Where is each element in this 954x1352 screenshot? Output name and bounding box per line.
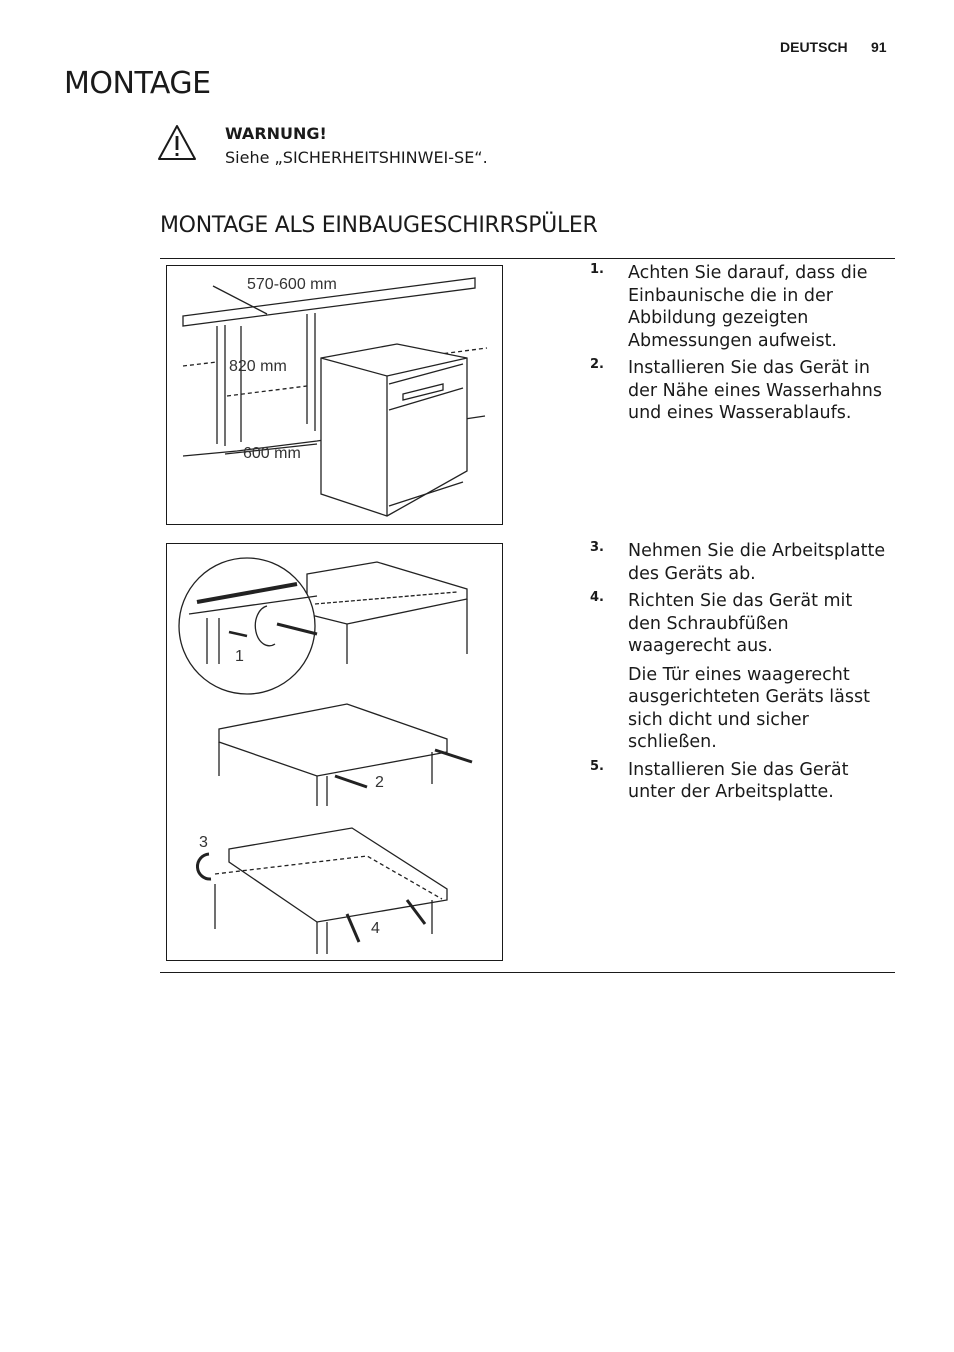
callout-3: 3 <box>199 834 208 851</box>
warning-text-body: Siehe „SICHERHEITSHINWEI-SE“. <box>225 148 488 167</box>
steps-group-2 <box>590 540 890 809</box>
step-2-text: Installieren Sie das Gerät in der Nähe eines Wasserhahns und eines Wasserablaufs. <box>628 358 882 423</box>
callout-4: 4 <box>371 920 380 937</box>
header-language: DEUTSCH <box>780 39 848 55</box>
section-top-rule <box>160 258 895 259</box>
callout-2: 2 <box>375 774 384 791</box>
step-4-note: Die Tür eines waagerecht ausgerichteten Geräts lässt sich dicht und sicher schließen. <box>628 664 870 752</box>
page-number: 91 <box>871 39 887 55</box>
step-5 <box>590 759 890 804</box>
figure-leveling-steps <box>166 543 503 961</box>
niche-illustration <box>167 266 502 524</box>
section-title: MONTAGE ALS EINBAUGESCHIRRSPÜLER <box>160 213 598 238</box>
warning-title: WARNUNG! <box>225 124 327 143</box>
dimension-height-label: 820 mm <box>229 358 287 375</box>
warning-text <box>225 146 495 169</box>
step-2 <box>590 357 890 425</box>
leveling-illustration <box>167 544 502 960</box>
step-1 <box>590 262 890 352</box>
step-4-number: 4. <box>590 590 604 605</box>
steps-group-1 <box>590 262 890 430</box>
figure-niche-dimensions <box>166 265 503 525</box>
dimension-width-label: 570-600 mm <box>247 276 337 293</box>
step-4 <box>590 590 890 754</box>
step-3-text: Nehmen Sie die Arbeitsplatte des Geräts ab. <box>628 541 886 584</box>
step-5-text: Installieren Sie das Gerät unter der Arbeitsplatte. <box>628 759 849 802</box>
step-2-number: 2. <box>590 357 604 372</box>
step-1-text: Achten Sie darauf, dass die Einbaunische die in der Abbildung gezeigten Abmessungen aufweist. <box>628 263 868 351</box>
step-3 <box>590 540 890 585</box>
step-3-number: 3. <box>590 540 604 555</box>
dimension-depth-label: 600 mm <box>243 445 301 462</box>
section-bottom-rule <box>160 972 895 973</box>
page-title: MONTAGE <box>64 66 211 101</box>
callout-1: 1 <box>235 648 244 665</box>
step-5-number: 5. <box>590 758 604 774</box>
step-4-text: Richten Sie das Gerät mit den Schraubfüßen waagerecht aus. <box>628 591 853 656</box>
step-1-number: 1. <box>590 262 604 277</box>
warning-triangle-icon <box>157 124 197 162</box>
